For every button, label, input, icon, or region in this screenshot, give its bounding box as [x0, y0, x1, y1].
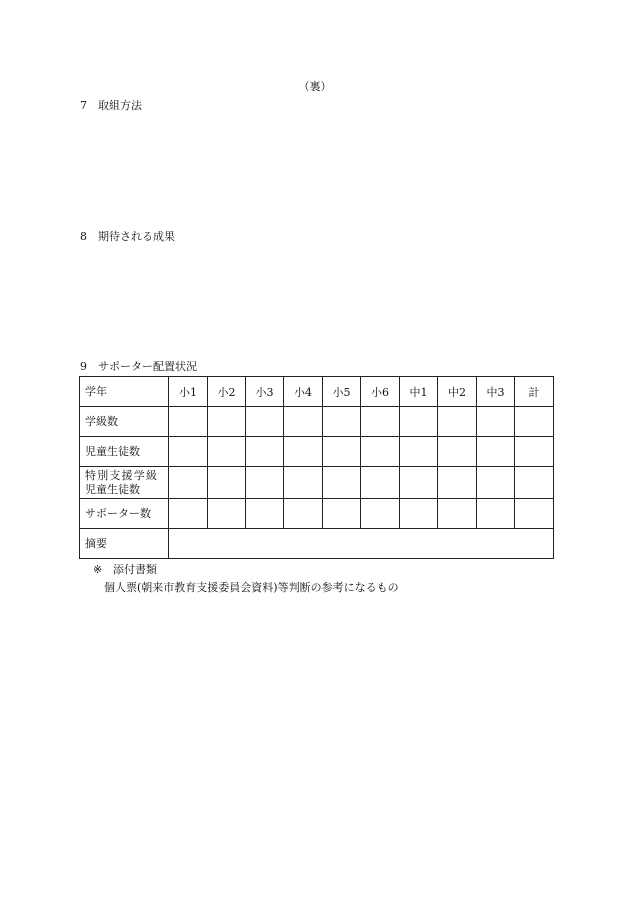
special-support-line2: 児童生徒数: [85, 482, 140, 496]
note-mark: ※: [93, 563, 103, 576]
table-cell[interactable]: [477, 407, 515, 437]
page-side-label: （裏）: [298, 80, 332, 93]
row-label-students: 児童生徒数: [80, 437, 169, 467]
section-8-heading: [80, 230, 175, 244]
table-cell[interactable]: [169, 467, 208, 499]
table-cell[interactable]: [169, 437, 208, 467]
table-cell[interactable]: [438, 467, 477, 499]
table-cell[interactable]: [284, 437, 323, 467]
table-cell[interactable]: [246, 407, 284, 437]
supporter-placement-table: [79, 376, 554, 559]
column-header: 小4: [284, 377, 323, 407]
table-cell[interactable]: [400, 499, 438, 529]
table-cell[interactable]: [284, 467, 323, 499]
table-cell[interactable]: [169, 407, 208, 437]
section-7-heading: [80, 99, 142, 113]
table-cell[interactable]: [361, 499, 400, 529]
section-9-number: 9: [80, 360, 87, 373]
attachments-title: 添付書類: [113, 563, 157, 576]
section-7-number: 7: [80, 99, 87, 112]
row-label-special-support: [80, 467, 169, 499]
table-cell[interactable]: [515, 467, 554, 499]
section-9-heading: [80, 360, 197, 374]
attachments-heading: [93, 563, 157, 577]
table-cell[interactable]: [400, 407, 438, 437]
section-8-title: 期待される成果: [98, 230, 175, 243]
column-header: 小5: [323, 377, 361, 407]
summary-cell[interactable]: [169, 529, 554, 559]
table-row: [80, 467, 554, 499]
table-cell[interactable]: [400, 437, 438, 467]
column-header: 計: [515, 377, 554, 407]
table-cell[interactable]: [515, 407, 554, 437]
table-row: [80, 529, 554, 559]
column-header: 中1: [400, 377, 438, 407]
column-header: 中2: [438, 377, 477, 407]
table-cell[interactable]: [361, 467, 400, 499]
attachments-body: 個人票(朝来市教育支援委員会資料)等判断の参考になるもの: [104, 581, 399, 594]
table-header-row: [80, 377, 554, 407]
table-cell[interactable]: [284, 407, 323, 437]
table-cell[interactable]: [323, 437, 361, 467]
table-row: [80, 437, 554, 467]
row-label-classes: 学級数: [80, 407, 169, 437]
table-cell[interactable]: [438, 437, 477, 467]
table-cell[interactable]: [208, 407, 246, 437]
table-cell[interactable]: [246, 437, 284, 467]
table-cell[interactable]: [246, 467, 284, 499]
table-cell[interactable]: [361, 437, 400, 467]
table-cell[interactable]: [438, 407, 477, 437]
column-header: 小1: [169, 377, 208, 407]
table-cell[interactable]: [208, 437, 246, 467]
table-cell[interactable]: [323, 499, 361, 529]
table-cell[interactable]: [515, 499, 554, 529]
special-support-line1: 特別支援学級: [85, 468, 159, 482]
table-cell[interactable]: [477, 467, 515, 499]
row-label-supporters: サポーター数: [80, 499, 169, 529]
table-cell[interactable]: [323, 467, 361, 499]
grade-header-cell: 学年: [80, 377, 169, 407]
table-cell[interactable]: [477, 437, 515, 467]
column-header: 小2: [208, 377, 246, 407]
table-row: [80, 407, 554, 437]
table-cell[interactable]: [515, 437, 554, 467]
section-8-number: 8: [80, 230, 87, 243]
table-cell[interactable]: [284, 499, 323, 529]
column-header: 中3: [477, 377, 515, 407]
table-cell[interactable]: [323, 407, 361, 437]
table-row: [80, 499, 554, 529]
table-cell[interactable]: [400, 467, 438, 499]
section-9-title: サポーター配置状況: [98, 360, 197, 373]
table-cell[interactable]: [361, 407, 400, 437]
section-7-title: 取組方法: [98, 99, 142, 112]
row-label-summary: 摘要: [80, 529, 169, 559]
table-cell[interactable]: [246, 499, 284, 529]
column-header: 小3: [246, 377, 284, 407]
table-cell[interactable]: [169, 499, 208, 529]
table-cell[interactable]: [477, 499, 515, 529]
table-cell[interactable]: [208, 499, 246, 529]
column-header: 小6: [361, 377, 400, 407]
table-cell[interactable]: [438, 499, 477, 529]
table-cell[interactable]: [208, 467, 246, 499]
